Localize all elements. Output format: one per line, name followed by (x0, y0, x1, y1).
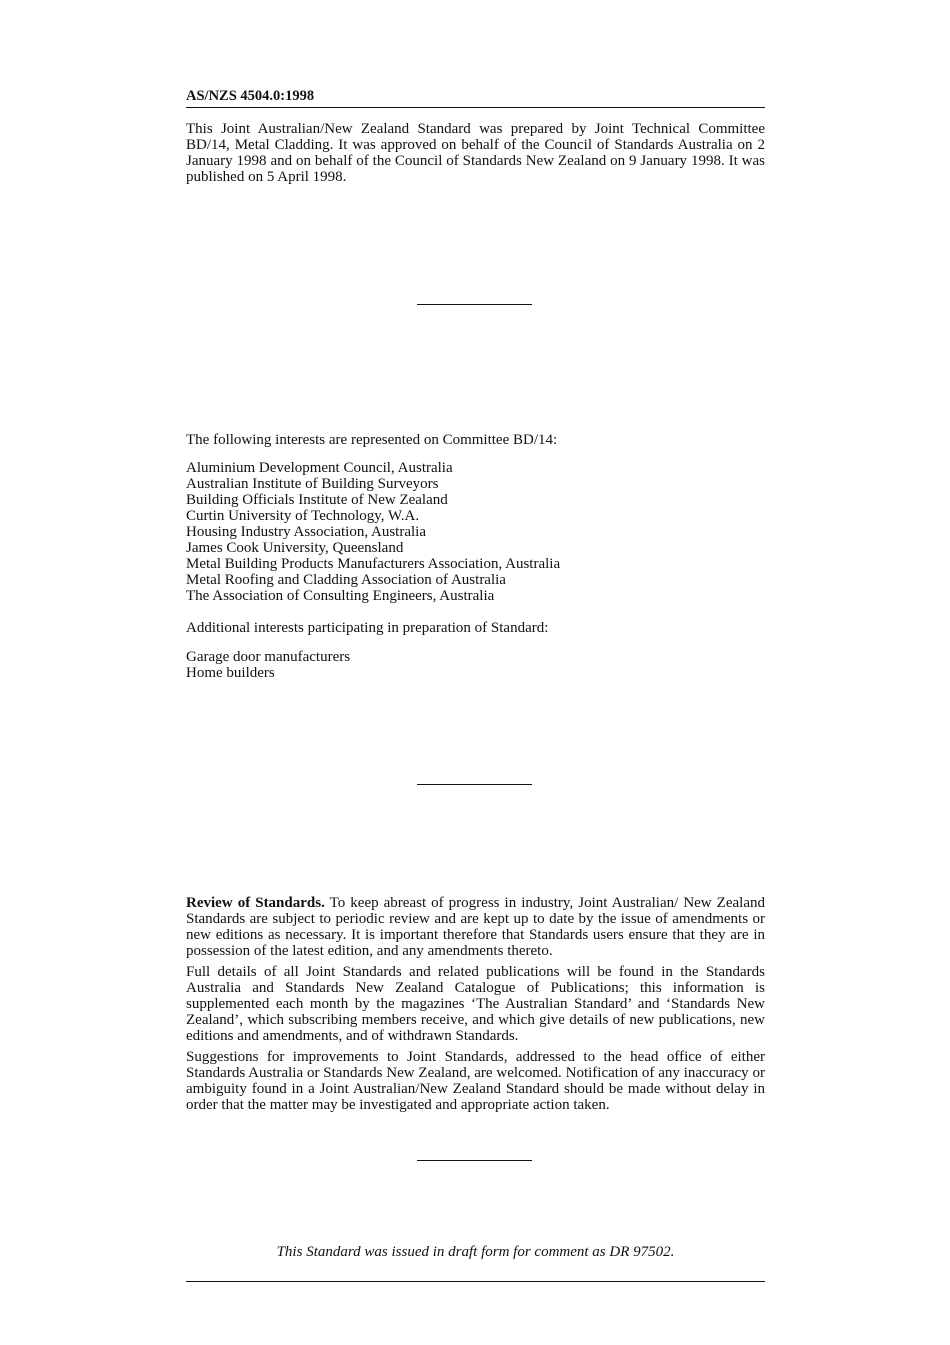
additional-interests-list (186, 649, 765, 681)
review-paragraph-1-text: To keep abreast of progress in industry, Joint Australian/ New Zealand Standards are subject to periodic review and are kept up to date by the issue of amendments or new editions as necessary. It is important therefore that Standards users ensure that they are in possession of the latest edition, and any amendments thereto. (186, 895, 765, 959)
additional-interests-heading: Additional interests participating in preparation of Standard: (186, 620, 549, 636)
draft-note: This Standard was issued in draft form for comment as DR 97502. (276, 1244, 675, 1260)
review-paragraph-1 (186, 895, 765, 959)
committee-members-list (186, 460, 765, 604)
footer-rule (186, 1281, 765, 1282)
committee-member: Metal Building Products Manufacturers Association, Australia (186, 556, 561, 572)
standard-number-header: AS/NZS 4504.0:1998 (186, 88, 315, 104)
committee-member: The Association of Consulting Engineers, Australia (186, 588, 495, 604)
review-paragraph-2: Full details of all Joint Standards and related publications will be found in the Standards Australia and Standards New Zealand Catalogue of Publications; this information is supplemented each month by the magazines ‘The Australian Standard’ and ‘Standards New Zealand’, which subscribing members receive, and which give details of new publications, new editions and amendments, and of withdrawn Standards. (186, 964, 765, 1044)
committee-member: Aluminium Development Council, Australia (186, 460, 453, 476)
committee-member: Housing Industry Association, Australia (186, 524, 426, 540)
intro-paragraph: This Joint Australian/New Zealand Standard was prepared by Joint Technical Committee BD/14, Metal Cladding. It was approved on behalf of the Council of Standards Australia on 2 January 1998 and on behalf of the Council of Standards New Zealand on 9 January 1998. It was published on 5 April 1998. (186, 121, 765, 185)
additional-interest: Home builders (186, 665, 275, 681)
committee-member: James Cook University, Queensland (186, 540, 404, 556)
committee-member: Metal Roofing and Cladding Association of Australia (186, 572, 506, 588)
review-lead: Review of Standards. (186, 895, 325, 911)
committee-member: Curtin University of Technology, W.A. (186, 508, 420, 524)
header-rule (186, 107, 765, 108)
review-paragraph-3: Suggestions for improvements to Joint Standards, addressed to the head office of either Standards Australia or Standards New Zealand, are welcomed. Notification of any inaccuracy or ambiguity found in a Joint Australian/New Zealand Standard should be made without delay in order that the matter may be investigated and appropriate action taken. (186, 1049, 765, 1113)
committee-heading: The following interests are represented on Committee BD/14: (186, 432, 558, 448)
section-separator-2 (417, 784, 532, 785)
additional-interest: Garage door manufacturers (186, 649, 351, 665)
review-of-standards-section (186, 895, 765, 1118)
committee-member: Australian Institute of Building Surveyors (186, 476, 439, 492)
committee-member: Building Officials Institute of New Zealand (186, 492, 448, 508)
section-separator-1 (417, 304, 532, 305)
section-separator-3 (417, 1160, 532, 1161)
